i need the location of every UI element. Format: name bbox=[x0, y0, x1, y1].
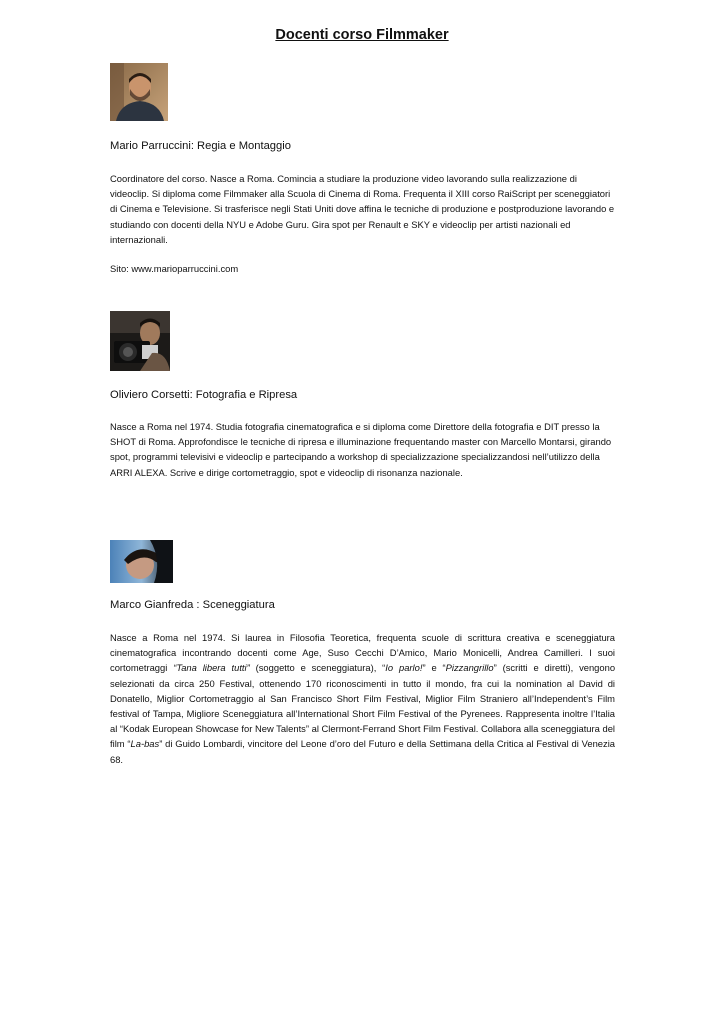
portrait-photo-oliviero-corsetti bbox=[110, 311, 170, 371]
bio-text: ” (scritti e diretti), vengono selezionati da circa 250 Festival, ottenendo 170 riconoscimenti in tutto il mondo, fra cui la nomination al David di Donatello, Miglior Cortometraggio al San Francisco Short Film Festival, Miglior Film Straniero all’Independent’s Film festival of Tampa, Migliore Sceneggiatura all’International Short Film Festival of the Pyrenees. Rappresenta inoltre l’Italia al “Kodak European Showcase for New Talents” al Clermont-Ferrand Short Film Festival. Collabora alla sceneggiatura del film “ bbox=[110, 662, 616, 750]
teacher-bio bbox=[110, 630, 615, 767]
bio-text: ” e “ bbox=[422, 662, 446, 674]
teacher-bio: Coordinatore del corso. Nasce a Roma. Comincia a studiare la produzione video lavorando sulla realizzazione di videoclip. Si diploma come Filmmaker alla Scuola di Cinema di Roma. Frequenta il XIII corso RaiScript per sceneggiatori di Cinema e Televisione. Si trasferisce negli Stati Uniti dove affina le tecniche di produzione e postproduzione lavorando e studiando con docenti della NYU e Adobe Guru. Gira spot per Renault e SKY e videoclip per artisti nazionali ed internazionali. bbox=[110, 173, 615, 245]
bio-text: ” di Guido Lombardi, vincitore del Leone d’oro del Futuro e della Settimana della Critica al Festival di Venezia 68. bbox=[110, 738, 615, 765]
teacher-name: Mario Parruccini: Regia e Montaggio bbox=[110, 140, 291, 152]
film-title: Io parlo! bbox=[385, 662, 423, 674]
bio-text: (soggetto e sceneggiatura), “ bbox=[249, 662, 386, 674]
teacher-name: Marco Gianfreda : Sceneggiatura bbox=[110, 599, 275, 611]
teacher-name: Oliviero Corsetti: Fotografia e Ripresa bbox=[110, 389, 298, 401]
teacher-bio: Nasce a Roma nel 1974. Studia fotografia cinematografica e si diploma come Direttore della fotografia e DIT presso la SHOT di Roma. Approfondisce le tecniche di ripresa e illuminazione frequentando master con Marcello Montarsi, girando spot, programmi televisivi e videoclip e partecipando a workshop di specializzazione specializzandosi nell’utilizzo della ARRI ALEXA. Scrive e dirige cortometraggio, spot e videoclip di risonanza nazionale. bbox=[110, 421, 612, 478]
bio-text: Nasce a Roma nel 1974. Si laurea in Filosofia Teoretica, frequenta scuole di scrittura creativa e sceneggiatura cinematografica incontrando docenti come Age, Suso Cecchi D’Amico, Mario Monicelli, Andrea Camilleri. I suoi cortometraggi bbox=[110, 632, 615, 674]
teacher-website: Sito: www.marioparruccini.com bbox=[110, 263, 239, 274]
film-title: Pizzangrillo bbox=[445, 662, 494, 674]
page-title: Docenti corso Filmmaker bbox=[275, 27, 449, 43]
film-title: “Tana libera tutti” bbox=[173, 662, 250, 674]
portrait-photo-marco-gianfreda bbox=[110, 540, 173, 583]
portrait-photo-mario-parruccini bbox=[110, 63, 168, 121]
film-title: La-bas bbox=[130, 738, 160, 750]
